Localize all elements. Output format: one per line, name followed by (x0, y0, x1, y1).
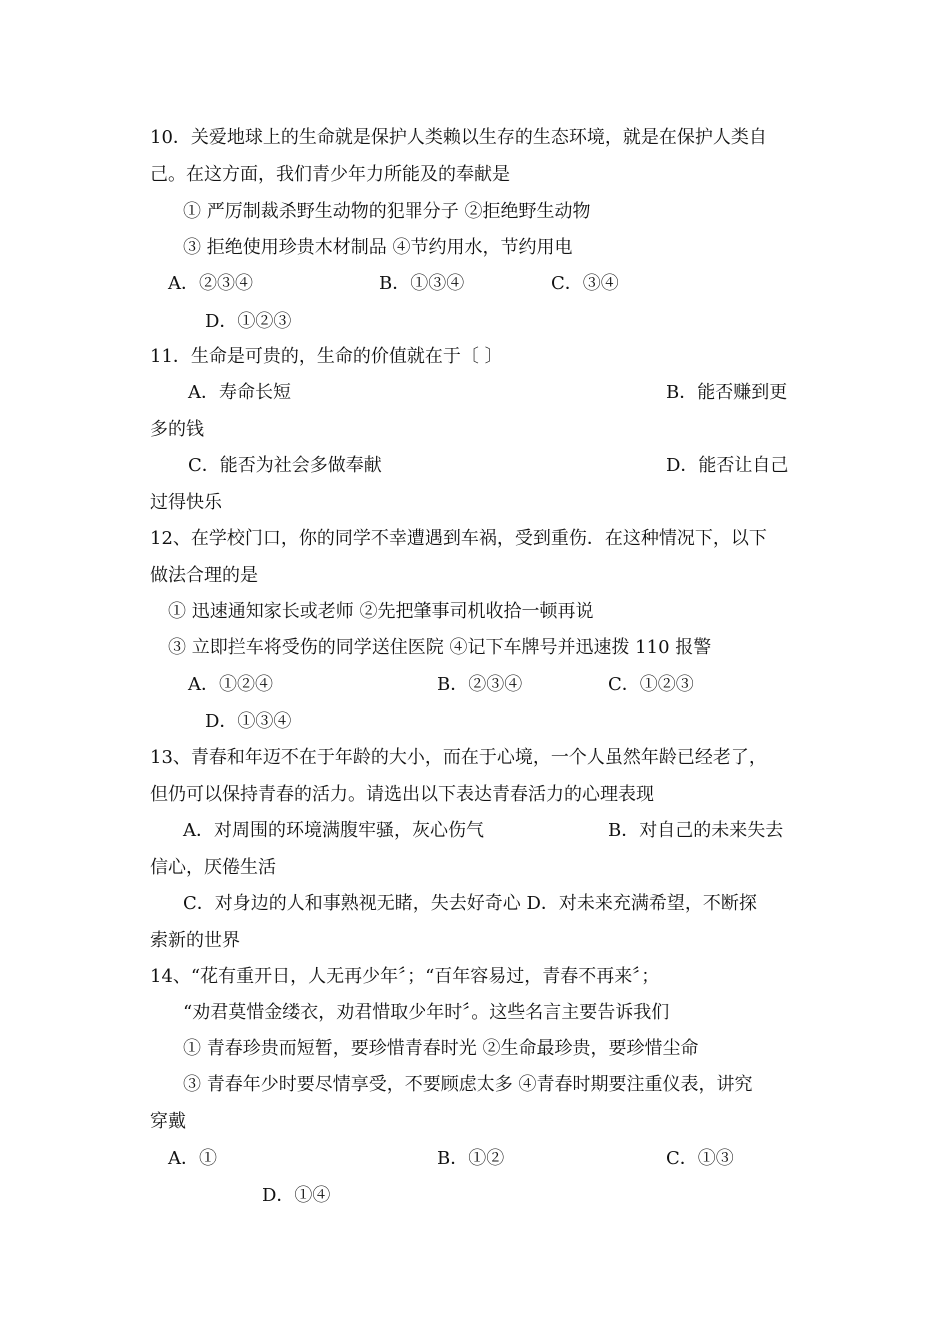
q10-option-c: C．③④ (551, 273, 619, 294)
q11-option-b: B．能否赚到更 (666, 382, 788, 403)
q14-item-line-1: ① 青春珍贵而短暂，要珍惜青春时光 ②生命最珍贵，要珍惜尘命 (183, 1038, 699, 1059)
q14-stem-line-2: “劝君莫惜金缕衣，劝君惜取少年时〞。这些名言主要告诉我们 (183, 1002, 670, 1023)
q13-option-d-continued: 索新的世界 (150, 930, 240, 951)
q14-stem-line-1: 14、“花有重开日，人无再少年〞；“百年容易过，青春不再来〞； (150, 966, 660, 987)
q10-option-b: B．①③④ (379, 273, 465, 294)
q11-option-c: C．能否为社会多做奉献 (188, 455, 382, 476)
q14-item-line-2: ③ 青春年少时要尽情享受，不要顾虑太多 ④青春时期要注重仪表，讲究 (183, 1074, 753, 1095)
q10-stem-line-1: 10．关爱地球上的生命就是保护人类赖以生存的生态环境，就是在保护人类自 (150, 127, 767, 148)
q11-stem: 11．生命是可贵的，生命的价值就在于〔 〕 (150, 346, 503, 367)
q12-item-line-1: ① 迅速通知家长或老师 ②先把肇事司机收拾一顿再说 (168, 601, 594, 622)
q13-stem-line-2: 但仍可以保持青春的活力。请选出以下表达青春活力的心理表现 (150, 784, 654, 805)
q14-item-line-2-continued: 穿戴 (150, 1111, 186, 1132)
q12-option-b: B．②③④ (437, 674, 523, 695)
q13-option-b-continued: 信心，厌倦生活 (150, 857, 276, 878)
q14-option-c: C．①③ (666, 1148, 734, 1169)
q12-option-c: C．①②③ (608, 674, 694, 695)
q10-item-line-1: ① 严厉制裁杀野生动物的犯罪分子 ②拒绝野生动物 (183, 201, 591, 222)
q11-option-a: A．寿命长短 (188, 382, 291, 403)
q10-option-a: A．②③④ (168, 273, 253, 294)
q14-option-a: A．① (168, 1148, 217, 1169)
q10-option-d: D．①②③ (205, 311, 292, 332)
q13-option-c-and-d: C．对身边的人和事熟视无睹，失去好奇心 D．对未来充满希望，不断探 (183, 893, 757, 914)
q11-option-d: D．能否让自己 (666, 455, 789, 476)
q10-stem-line-2: 己。在这方面，我们青少年力所能及的奉献是 (150, 164, 510, 185)
q13-stem-line-1: 13、青春和年迈不在于年龄的大小，而在于心境，一个人虽然年龄已经老了， (150, 747, 767, 768)
q10-item-line-2: ③ 拒绝使用珍贵木材制品 ④节约用水，节约用电 (183, 237, 573, 258)
q12-item-line-2: ③ 立即拦车将受伤的同学送住医院 ④记下车牌号并迅速拨 110 报警 (168, 637, 712, 658)
q14-option-b: B．①② (437, 1148, 505, 1169)
q12-stem-line-1: 12、在学校门口，你的同学不幸遭遇到车祸，受到重伤．在这种情况下，以下 (150, 528, 767, 549)
q12-option-d: D．①③④ (205, 711, 292, 732)
q14-option-d: D．①④ (262, 1185, 331, 1206)
q13-option-b: B．对自己的未来失去 (608, 820, 784, 841)
q12-option-a: A．①②④ (188, 674, 273, 695)
q11-option-d-continued: 过得快乐 (150, 492, 222, 513)
q11-option-b-continued: 多的钱 (150, 419, 204, 440)
q12-stem-line-2: 做法合理的是 (150, 565, 258, 586)
q13-option-a: A．对周围的环境满腹牢骚，灰心伤气 (183, 820, 484, 841)
